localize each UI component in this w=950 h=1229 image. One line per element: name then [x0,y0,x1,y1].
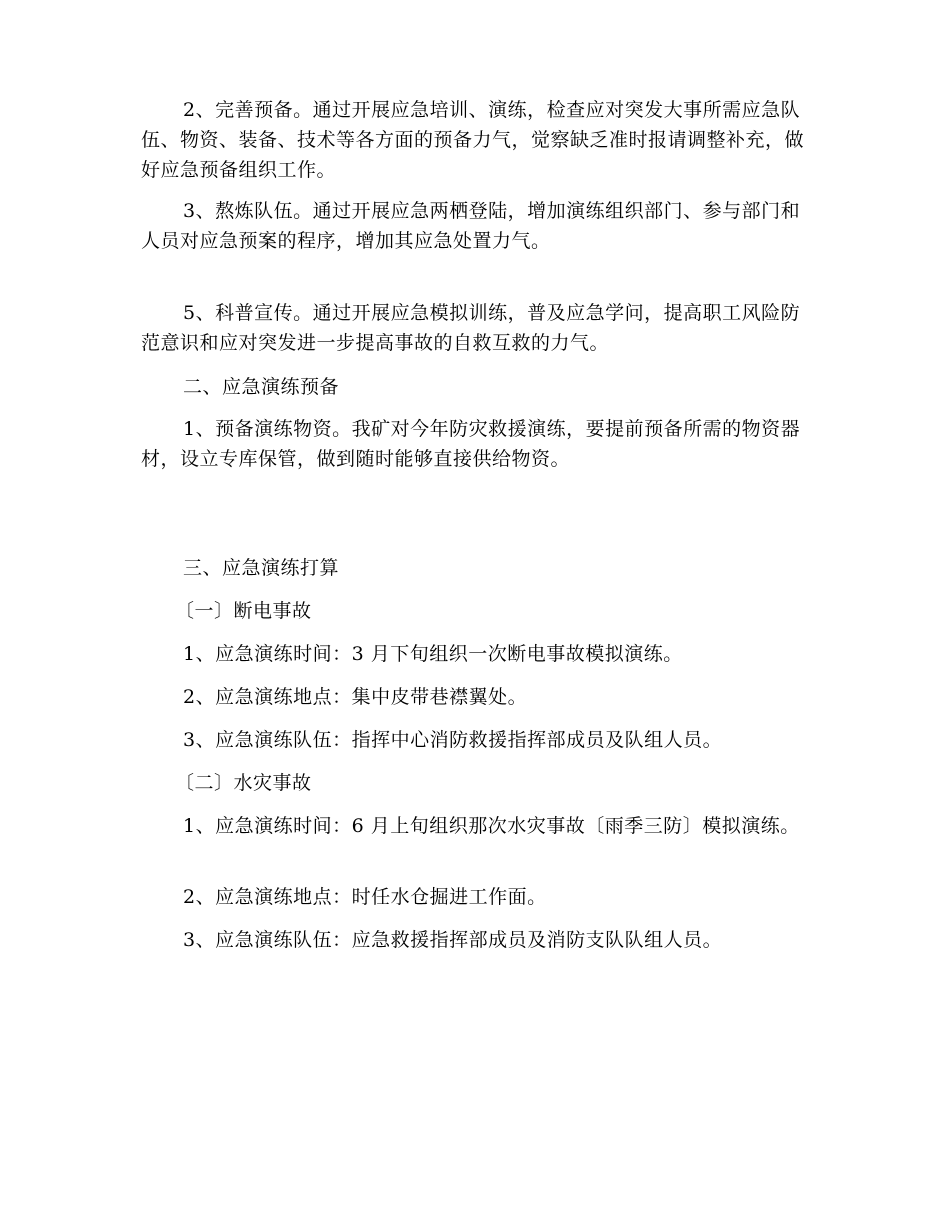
paragraph-flood-team: 3、应急演练队伍：应急救援指挥部成员及消防支队队组人员。 [183,929,723,951]
paragraph-improve-preparation: 2、完善预备。通过开展应急培训、演练，检查应对突发大事所需应急队伍、物资、装备、技术等各方面的预备力气，觉察缺乏准时报请调整补充，做好应急预备组织工作。 [141,99,805,181]
section-heading-drill-plan: 三、应急演练打算 [183,557,340,579]
paragraph-train-team: 3、熬炼队伍。通过开展应急两栖登陆，增加演练组织部门、参与部门和人员对应急预案的程序，增加其应急处置力气。 [141,200,801,252]
paragraph-outage-team: 3、应急演练队伍：指挥中心消防救援指挥部成员及队组人员。 [183,729,723,751]
section-heading-drill-preparation: 二、应急演练预备 [183,376,340,398]
subsection-heading-power-outage: 〔一〕断电事故 [175,600,312,622]
paragraph-outage-location: 2、应急演练地点：集中皮带巷襟翼处。 [183,686,528,708]
paragraph-outage-time: 1、应急演练时间：3 月下旬组织一次断电事故模拟演练。 [183,643,683,665]
subsection-heading-flood: 〔二〕水灾事故 [175,772,312,794]
paragraph-prepare-materials: 1、预备演练物资。我矿对今年防灾救援演练，要提前预备所需的物资器材，设立专库保管，做到随时能够直接供给物资。 [141,418,801,470]
paragraph-science-publicity: 5、科普宣传。通过开展应急模拟训练，普及应急学问，提高职工风险防范意识和应对突发进一步提高事故的自救互救的力气。 [141,302,801,354]
paragraph-flood-location: 2、应急演练地点：时任水仓掘进工作面。 [183,886,547,908]
paragraph-flood-time: 1、应急演练时间：6 月上旬组织那次水灾事故〔雨季三防〕模拟演练。 [183,815,800,837]
